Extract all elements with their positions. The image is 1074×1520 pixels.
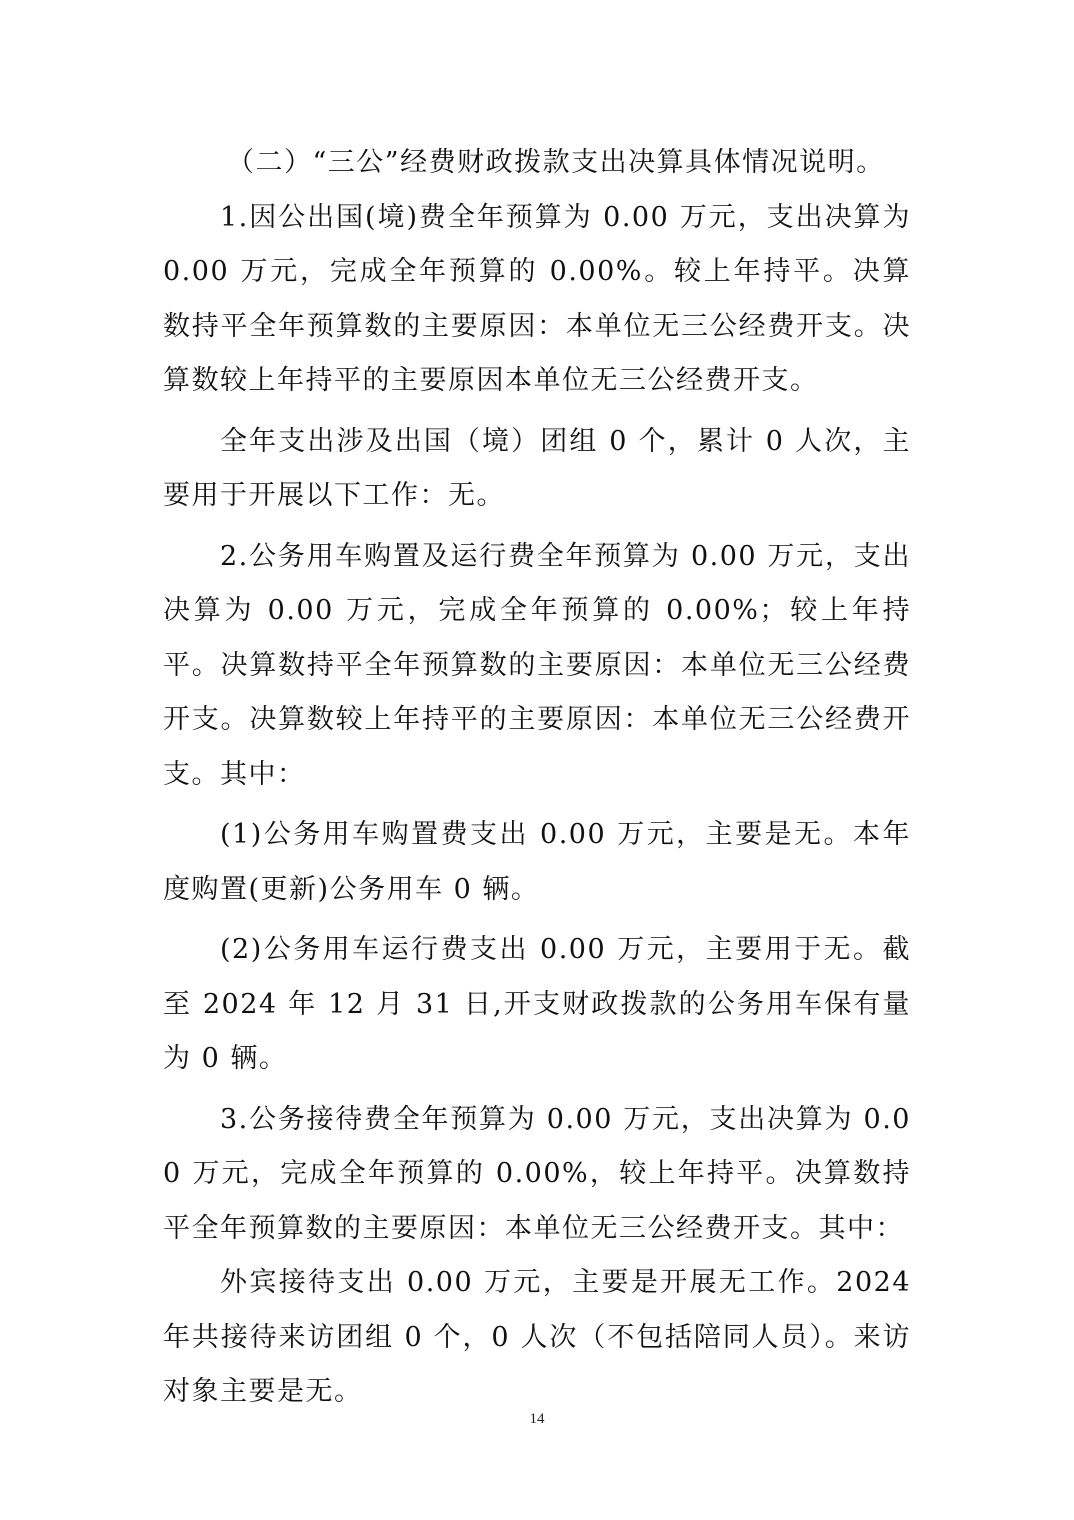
paragraph-overseas-groups: 全年支出涉及出国（境）团组 0 个，累计 0 人次，主要用于开展以下工作：无。 xyxy=(163,425,911,511)
paragraph-vehicle-operation: (2)公务用车运行费支出 0.00 万元，主要用于无。截至 2024 年 12 月 31 日,开支财政拨款的公务用车保有量为 0 辆。 xyxy=(163,934,911,1074)
paragraph-vehicle-purchase: (1)公务用车购置费支出 0.00 万元，主要是无。本年度购置(更新)公务用车 0 辆。 xyxy=(163,819,911,905)
paragraph-official-vehicles: 2.公务用车购置及运行费全年预算为 0.00 万元，支出决算为 0.00 万元，完成全年预算的 0.00%；较上年持平。决算数持平全年预算数的主要原因：本单位无三公经费开支。决算数较上年持平的主要原因：本单位无三公经费开支。其中： xyxy=(163,540,911,790)
paragraph-official-reception: 3.公务接待费全年预算为 0.00 万元，支出决算为 0.00 万元，完成全年预算的 0.00%，较上年持平。决算数持平全年预算数的主要原因：本单位无三公经费开支。其中： xyxy=(163,1103,911,1244)
paragraph-foreign-guest-reception: 外宾接待支出 0.00 万元，主要是开展无工作。2024 年共接待来访团组 0 个，0 人次（不包括陪同人员）。来访对象主要是无。 xyxy=(163,1267,911,1407)
page-number: 14 xyxy=(529,1411,545,1427)
document-body xyxy=(163,136,911,1420)
paragraph-overseas-travel: 1.因公出国(境)费全年预算为 0.00 万元，支出决算为 0.00 万元，完成全年预算的 0.00%。较上年持平。决算数持平全年预算数的主要原因：本单位无三公经费开支。决算数较上年持平的主要原因本单位无三公经费开支。 xyxy=(163,201,911,396)
section-heading: （二）“三公”经费财政拨款支出决算具体情况说明。 xyxy=(227,147,885,178)
